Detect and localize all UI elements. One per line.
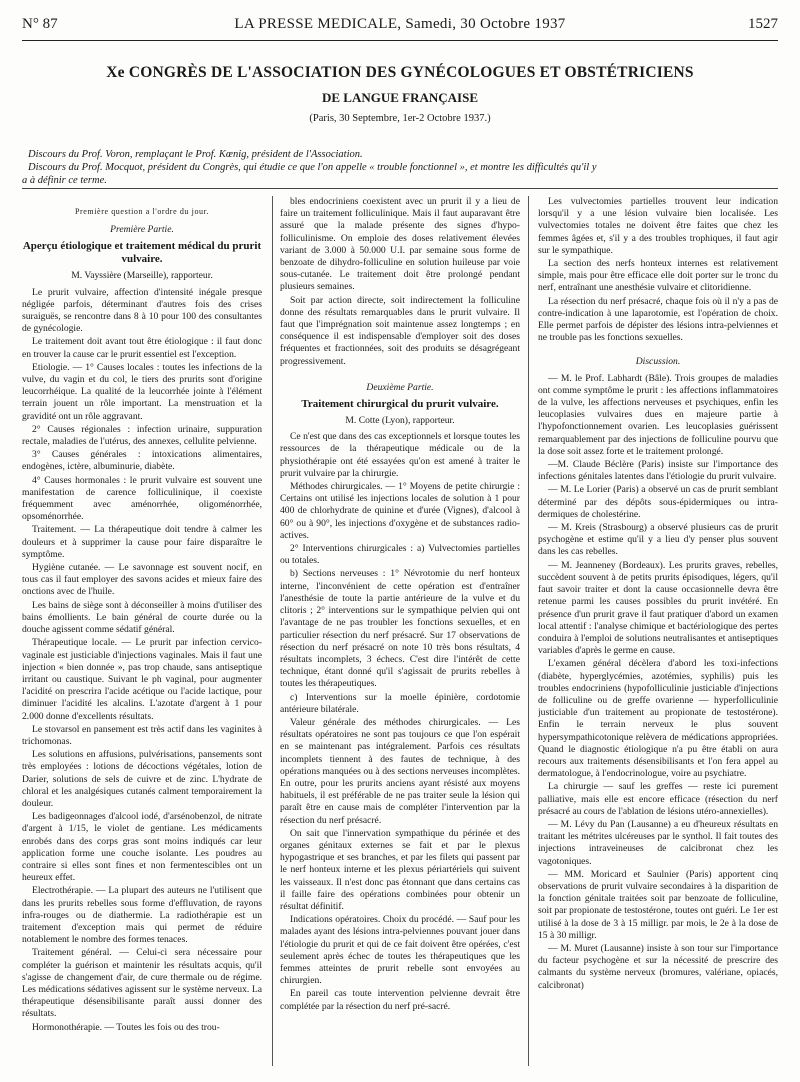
report-author: M. Vayssière (Marseille), rapporteur. — [71, 270, 213, 282]
part-label-2: Deuxième Partie. — [366, 381, 434, 393]
paragraph: —M. Claude Béclère (Paris) insiste sur l'importance des infections génitales latentes dans l'étiologie du prurit vulvaire. — [538, 459, 778, 483]
paragraph: — MM. Moricard et Saulnier (Paris) apportent cinq observations de prurit vulvaire secondaires à la disparition de la fonction génitale traitées soit par benzoate de folliculine, soit par propionate de testostérone, toutes ont guéri. Le 1er est utilisé à la dose de 3 à 15 milligr. par mois, le 2e à la dose de 15 à 30 milligr. — [538, 868, 778, 941]
discours-voron: Discours du Prof. Voron, remplaçant le Prof. Kœnig, président de l'Association. — [28, 149, 363, 160]
discours-mocquot-cont: a à définir ce terme. — [22, 175, 107, 186]
paragraph: Electrothérapie. — La plupart des auteurs ne l'utilisent que dans les prurits rebelles sous forme d'effluvation, de rayons infra-rouges ou de diathermie. La radiothérapie est un traitement d'exception mais qui permet de réduire notablement le nombre des formes tenaces. — [22, 885, 262, 946]
paragraph: Etiologie. — 1° Causes locales : toutes les infections de la vulve, du vagin et du col, le tiers des prurits sont d'origine leucorrhéique. La qualité de la leucorrhée jointe à l'élément terrain jouent un rôle important. La menstruation et la gravidité ont un rôle aggravant. — [22, 361, 262, 422]
paragraph: — M. Jeanneney (Bordeaux). Les prurits graves, rebelles, succèdent souvent à de petits prurits épisodiques, légers, qu'il faut savoir traiter et dont la cause occasionnelle devra être retenue parmi les causes possibles du prurit invétéré. En présence d'un prurit grave il faut pratiquer d'abord un examen local attentif : l'analyse chimique et bactériologique des pertes conduira à l'emploi de solutions neutralisantes et antiseptiques variables d'après le germe en cause. — [538, 559, 778, 657]
journal-line: LA PRESSE MEDICALE, Samedi, 30 Octobre 1937 — [234, 16, 566, 32]
paragraph: Hormonothérapie. — Toutes les fois ou des trou- — [32, 1021, 220, 1033]
paragraph: b) Sections nerveuses : 1° Névrotomie du nerf honteux interne, l'inconvénient de cette opération est d'entraîner l'anesthésie de toute la partie antérieure de la vulve et du clitoris ; 2° interventions sur le sympathique pelvien qui ont l'avantage de ne pas troubler les fonctions sexuelles, et en particulier résection du nerf présacré. Sur 17 observations de résection du nerf présacré on note 10 très bons résultats, 4 résultats incomplets, 3 échecs. C'est dire l'intérêt de cette technique, étant donné qu'il s'agissait de prurits rebelles à toutes les thérapeutiques. — [280, 568, 520, 690]
paragraph: bles endocriniens coexistent avec un prurit il y a lieu de faire un traitement folliculinique. Mais il faut auparavant être assuré que la malade présente des signes d'hypo-folliculinisme. On emploie des doses relativement élevées variant de 3.000 à 50.000 U.I. par semaine sous forme de benzoate de dihydro-folliculine en solution huileuse par voie sous-cutanée. Le traitement doit être prolongé pendant plusieurs semaines. — [280, 196, 520, 293]
question-label: Première question a l'ordre du jour. — [74, 207, 210, 216]
paragraph: — M. le Prof. Labhardt (Bâle). Trois groupes de maladies ont comme symptôme le prurit : les affections inflammatoires de la vulve, les affections nerveuses et psychiques, enfin les leucoplasies vulvaires dues en majeure partie à l'hypofonctionnement ovarien. Les leucoplasies guérissent remarquablement par des injections de folliculine pourvu que la dose soit assez forte et le traitement prolongé. — [538, 372, 778, 457]
paragraph: Soit par action directe, soit indirectement la folliculine donne des résultats remarquables dans le prurit vulvaire. Il faut que l'imprégnation soit maintenue assez longtemps ; en conséquence il est indispensable d'employer soit des doses fréquentes et fractionnées, soit des produits se désagrégeant progressivement. — [280, 294, 520, 367]
column-divider-1 — [272, 196, 273, 1066]
paragraph: Thérapeutique locale. — Le prurit par infection cervico-vaginale est justiciable d'injections vaginales. Mais il faut une injection « bien donnée », pas trop chaude, sans antiseptique irritant ou caustique. Suivant le ph vaginal, pour augmenter l'acidité on prescrira l'acide acétique ou l'acide lactique, pour diminuer l'acidité les alcalins. L'azotate d'argent à 1 pour 2.000 donne d'excellents résultats. — [22, 637, 262, 722]
paragraph: Ce n'est que dans des cas exceptionnels et lorsque toutes les ressources de la thérapeutique médicale ou de la physiothérapie ont été essayées qu'on est amené à traiter le prurit vulvaire par la chirurgie. — [280, 431, 520, 479]
paragraph: Les badigeonnages d'alcool iodé, d'arsénobenzol, de nitrate d'argent à 1/15, le violet de gentiane. Les médicaments enrobés dans des corps gras sont moins indiqués car leur application forme une couche isolante. Les poudres au contraire si elles sont fines et non fermentescibles ont un heureux effet. — [22, 811, 262, 884]
paragraph: 2° Interventions chirurgicales : a) Vulvectomies partielles ou totales. — [280, 543, 520, 567]
paragraph: Hygiène cutanée. — Le savonnage est souvent nocif, en tous cas il faut employer des savons acides et mieux faire des onctions avec de l'huile. — [22, 562, 262, 598]
paragraph: On sait que l'innervation sympathique du périnée et des organes génitaux externes se fait et par le plexus hypogastrique et ses branches, et par les filets qui passent par le nerf honteux interne et les plexus périartériels qui suivent les vaisseaux. Il n'est donc pas étonnant que dans certains cas il faille faire des opérations combinées pour obtenir un résultat définitif. — [280, 827, 520, 912]
discours-mocquot: Discours du Prof. Mocquot, président du Congrès, qui étudie ce que l'on appelle « trouble fonctionnel », et montre les difficultés qu'il y — [28, 162, 597, 173]
paragraph: Le stovarsol en pansement est très actif dans les vaginites à trichomonas. — [22, 723, 262, 747]
paragraph: Valeur générale des méthodes chirurgicales. — Les résultats opératoires ne sont pas toujours ce que l'on espérait en se maintenant pas intégralement. Parfois ces résultats incomplets tiennent à des fautes de technique, à des opérations manquées ou à des sections nerveuses incomplètes. En outre, pour les prurits anciens ayant résisté aux moyens habituels, il est préférable de ne pas traiter seule la lésion qui paraît être en cause mais de compléter l'intervention par la résection du nerf présacré. — [280, 716, 520, 826]
paragraph: En pareil cas toute intervention pelvienne devrait être complétée par la résection du nerf pré-sacré. — [280, 988, 520, 1012]
column-1-text — [22, 287, 262, 1034]
column-2-text-a — [280, 196, 520, 368]
paragraph: L'examen général décèlera d'abord les toxi-infections (diabète, hyperglycémies, azotémies, syphilis) puis les troubles endocriniens (hypofolliculinie justiciable d'injections de folliculine ou de greffe ovarienne — hyperfolliculinie justiciable d'un traitement au propionate de testostérone). Enfin le terrain nerveux le plus souvent hypersympathicotonique relèvera de médications appropriées. Quand le diagnostic étiologique n'a pu être établi on aura recours aux traitements désensibilisants et l'on fera appel au dermatologue, à l'endocrinologue, voire au psychiatre. — [538, 658, 778, 780]
column-2 — [280, 196, 520, 1066]
paragraph: Les vulvectomies partielles trouvent leur indication lorsqu'il y a une lésion vulvaire bien localisée. Les vulvectomies totales ne doivent être faites que chez les femmes âgées et, s'il y a des troubles trophiques, il faut agir sur le sympathique. — [538, 196, 778, 256]
column-3-text-a — [538, 196, 778, 344]
paragraph: — M. Le Lorier (Paris) a observé un cas de prurit semblant déterminé par des dépôts sous-épidermiques ou intra-dermiques de cholestérine. — [538, 484, 778, 520]
paragraph: La section des nerfs honteux internes est relativement simple, mais pour être efficace elle doit porter sur le tronc du nerf, entraînant une anesthésie vulvaire et clitoridienne. — [538, 258, 778, 294]
column-3-text-b — [538, 373, 778, 992]
paragraph: Traitement. — La thérapeutique doit tendre à calmer les douleurs et à supprimer la cause pour faire disparaître le symptôme. — [22, 524, 262, 560]
paragraph: Méthodes chirurgicales. — 1° Moyens de petite chirurgie : Certains ont utilisé les injections locales de solution à 1 pour 400 de chlorhydrate de quinine et d'urée (Vignes), d'alcool à 60° ou à 90°, les injections d'oxygène et de substances radio-actives. — [280, 481, 520, 541]
paragraph: 2° Causes régionales : infection urinaire, suppuration rectale, maladies de l'utérus, des annexes, cellulite pelvienne. — [22, 423, 262, 448]
report-heading-2: Traitement chirurgical du prurit vulvaire. — [301, 398, 499, 411]
page-number: 1527 — [748, 16, 778, 32]
congress-place-date: (Paris, 30 Septembre, 1er-2 Octobre 1937.) — [309, 113, 491, 124]
column-3 — [538, 196, 778, 1066]
report-heading: Aperçu étiologique et traitement médical du prurit vulvaire. — [22, 240, 262, 266]
header-rule — [22, 40, 778, 41]
part-label: Première Partie. — [110, 224, 174, 236]
paragraph: Indications opératoires. Choix du procédé. — Sauf pour les malades ayant des lésions intra-pelviennes pouvant jouer dans l'étiologie du prurit et qui de ce fait doivent être opérées, c'est seulement après échec de toutes les thérapeutiques que les femmes atteintes de prurit rebelle sont envoyées au chirurgien. — [280, 914, 520, 987]
paragraph: — M. Kreis (Strasbourg) a observé plusieurs cas de prurit psychogène et estime qu'il y a lieu d'y penser plus souvent dans les cas rebelles. — [538, 522, 778, 558]
report-author-2: M. Cotte (Lyon), rapporteur. — [345, 415, 455, 427]
column-1 — [22, 196, 262, 1066]
issue-number: N° 87 — [22, 16, 58, 32]
discussion-label: Discussion. — [635, 356, 681, 368]
paragraph: Les solutions en affusions, pulvérisations, pansements sont très employées : lotions de décoctions végétales, lotion de Darier, solutions de sels de cuivre et de zinc. L'hydrate de chloral et les analgésiques cutanés calment temporairement la douleur. — [22, 749, 262, 809]
column-divider-2 — [528, 196, 529, 1066]
paragraph: Les bains de siège sont à déconseiller à moins d'utiliser des bains émollients. Le bain général de courte durée ou la douche agissent comme sédatif général. — [22, 599, 262, 636]
page-header — [22, 14, 778, 36]
section-rule — [22, 188, 778, 189]
paragraph: 4° Causes hormonales : le prurit vulvaire est souvent une manifestation de carence folliculinique, il coexiste fréquemment avec aménorrhée, oligoménorrhée, opsoménorrhée. — [22, 474, 262, 523]
paragraph: Le traitement doit avant tout être étiologique : il faut donc en trouver la cause car le prurit essentiel est l'exception. — [22, 336, 262, 360]
paragraph: La résection du nerf présacré, chaque fois où il n'y a pas de contre-indication à une laparotomie, est l'opération de choix. Elle permet parfois de dépister des lésions intra-pelviennes et ne trouble pas les fonctions sexuelles. — [538, 295, 778, 344]
column-2-text-b — [280, 431, 520, 1013]
paragraph: La chirurgie — sauf les greffes — reste ici purement palliative, mais elle est encore efficace (résection du nerf présacré au cours de l'ablation de lésions utéro-annexielles). — [538, 781, 778, 817]
paragraph: c) Interventions sur la moelle épinière, cordotomie antérieure bilatérale. — [280, 691, 520, 715]
paragraph: — M. Muret (Lausanne) insiste à son tour sur l'importance du facteur psychogène et sur la nécessité de prescrire des calmants du système nerveux (bromures, valériane, opiacés, calcibronat) — [538, 942, 778, 991]
paragraph: Le prurit vulvaire, affection d'intensité inégale presque négligée parfois, déterminant d'autres fois des crises suraiguës, se rencontre dans 8 à 10 pour 100 des consultantes de gynécologie. — [22, 286, 262, 335]
paragraph: Traitement général. — Celui-ci sera nécessaire pour compléter la guérison et maintenir les résultats acquis, qu'il s'agisse de changement d'air, de cure thermale ou de régime. Les médications sédatives agissent sur le système nerveux. La thérapeutique désensibilisante paraît aussi donner des résultats. — [22, 947, 262, 1020]
congress-subtitle: DE LANGUE FRANÇAISE — [321, 90, 479, 105]
paragraph: — M. Lévy du Pan (Lausanne) a eu d'heureux résultats en traitant les métrites ulcéreuses par le synthol. Il fait toutes des injections intraveineuses de calcibronat chez les vagotoniques. — [538, 818, 778, 867]
congress-title: Xe CONGRÈS DE L'ASSOCIATION DES GYNÉCOLOGUES ET OBSTÉTRICIENS — [106, 64, 694, 81]
paragraph: 3° Causes générales : intoxications alimentaires, endogènes, ictère, albuminurie, diabète. — [22, 449, 262, 473]
